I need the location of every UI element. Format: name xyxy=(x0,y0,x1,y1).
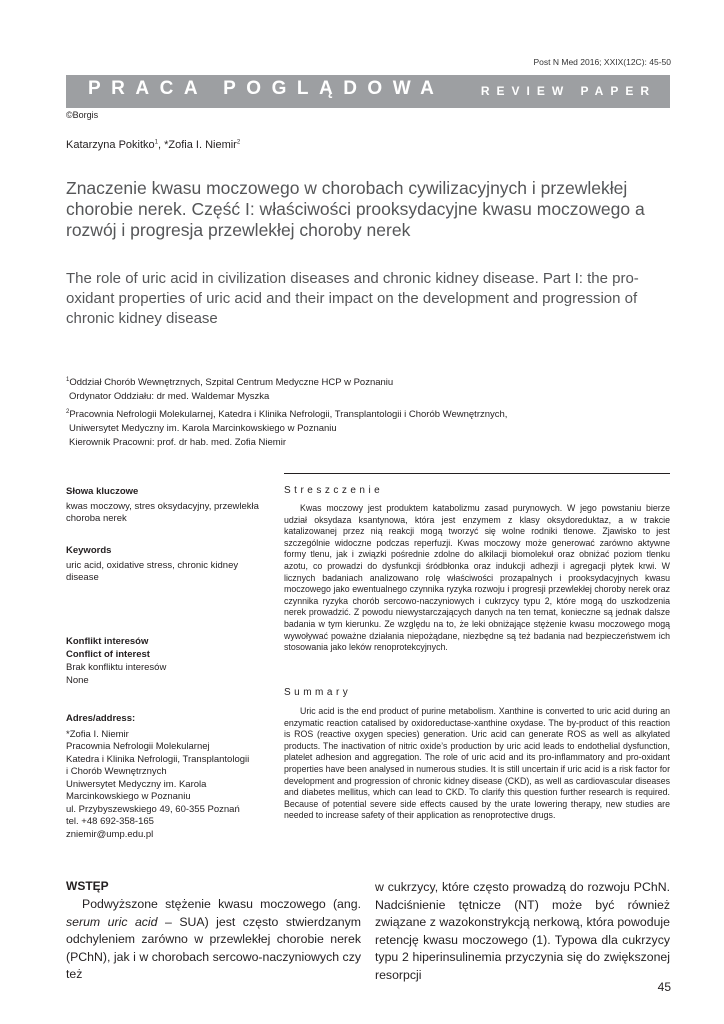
section-divider xyxy=(284,473,670,474)
keywords-pl-text: kwas moczowy, stres oksydacyjny, przewlekła choroba nerek xyxy=(66,500,259,524)
address-lines xyxy=(66,729,271,842)
intro-term: serum uric acid xyxy=(66,914,158,929)
email-link[interactable]: zniemir@ump.edu.pl xyxy=(66,828,154,840)
address-line: Katedra i Klinika Nefrologii, Transplantologii xyxy=(66,753,250,765)
address-line: Pracownia Nefrologii Molekularnej xyxy=(66,741,210,752)
affiliation-line: Uniwersytet Medyczny im. Karola Marcinkowskiego w Poznaniu xyxy=(69,422,337,434)
intro-text: – SUA) jest często stwierdzanym odchyleniem zarówno w przewlekłej chorobie nerek (PChN), jak i w chorobach sercowo-naczyniowych czy też xyxy=(66,914,361,981)
keywords-en-text: uric acid, oxidative stress, chronic kidney disease xyxy=(66,559,239,583)
journal-reference: Post N Med 2016; XXIX(12C): 45-50 xyxy=(533,57,671,67)
keywords-en-block xyxy=(66,545,271,585)
address-line: i Chorób Wewnętrznych xyxy=(66,766,167,777)
address-block xyxy=(66,713,271,841)
conflict-block xyxy=(66,636,271,687)
intro-column-2: w cukrzycy, które często prowadzą do rozwoju PChN. Nadciśnienie tętnicze (NT) może być również związane z wazokonstrykcją nerkową, która powoduje retencję kwasu moczowego (1). Typowa dla cukrzycy typu 2 hiperinsulinemia przyczynia się do zwiększonej resorpcji xyxy=(375,880,670,982)
banner-label-pl: PRACA POGLĄDOWA xyxy=(88,78,445,99)
author-1-name: Katarzyna Pokitko xyxy=(66,139,155,151)
affiliation-sup: 2 xyxy=(66,408,70,415)
keywords-pl-heading: Słowa kluczowe xyxy=(66,486,139,497)
keywords-en-heading: Keywords xyxy=(66,545,112,556)
affiliation-sup: 1 xyxy=(66,377,70,383)
abstract-pl-text: Kwas moczowy jest produktem katabolizmu zasad purynowych. W jego powstaniu bierze udział oksydaza ksantynowa, która jest enzymem z klasy oksydoreduktaz, a w trakcie katalizowanej przez nią reakcji mogą tworzyć się wolne rodniki tlenowe. Zjawisko to jest szczególnie widoczne podczas reperfuzji. Kwas moczowy może generować zarówno aktywne formy tlenu, jak i związki pośrednie zdolne do alkilacji biomolekuł oraz obniżać poziom tlenku azotu, co prowadzi do dysfunkcji śródbłonka oraz indukcji adhezji i agregacji płytek krwi. W licznych badaniach analizowano rolę właściwości prozapalnych i prooksydacyjnych kwasu moczowego jako ewentualnego czynnika ryzyka rozwoju i progresji przewlekłej choroby nerek oraz czynnika ryzyka chorób sercowo-naczyniowych i cukrzycy typu 2, które mogą do uszkodzenia nerek prowadzić. Z powodu niewystarczających danych na ten temat, konieczne są jednak dalsze badania w tym kierunku. Ze względu na to, że leki obniżające stężenie kwasu moczowego mogą wywoływać poważne działania niepożądane, niezbędne są też badania nad bezpieczeństwem ich stosowania jako leków renoprotekcyjnych. xyxy=(284,503,670,653)
address-line: Marcinkowskiego w Poznaniu xyxy=(66,791,191,802)
page-number: 45 xyxy=(657,980,671,994)
intro-column-1 xyxy=(66,896,361,984)
affiliations xyxy=(66,373,507,450)
author-2-affil: 2 xyxy=(236,139,241,146)
author-1-affil: 1 xyxy=(154,139,158,146)
address-line: *Zofia I. Niemir xyxy=(66,728,129,740)
conflict-text-en: None xyxy=(66,674,89,686)
author-2-name: , *Zofia I. Niemir xyxy=(158,139,237,151)
address-line: Uniwersytet Medyczny im. Karola xyxy=(66,778,207,790)
keywords-pl-block xyxy=(66,486,271,526)
article-type-banner xyxy=(66,75,670,108)
address-line: ul. Przybyszewskiego 49, 60-355 Poznań xyxy=(66,803,240,815)
intro-text: Podwyższone stężenie kwasu moczowego (ang. xyxy=(82,897,361,911)
affiliation-line: Ordynator Oddziału: dr med. Waldemar Myszka xyxy=(69,391,270,403)
address-heading: Adres/address: xyxy=(66,713,136,724)
title-english: The role of uric acid in civilization diseases and chronic kidney disease. Part I: the pro-oxidant properties of uric acid and their impact on the development and progression of chronic kidney disease xyxy=(66,270,639,327)
title-polish: Znaczenie kwasu moczowego w chorobach cywilizacyjnych i przewlekłej chorobie nerek. Część I: właściwości prooksydacyjne kwasu moczowego a rozwój i progresja przewlekłej choroby nerek xyxy=(66,178,645,240)
banner-label-en: REVIEW PAPER xyxy=(480,84,656,98)
conflict-heading-en: Conflict of interest xyxy=(66,648,150,660)
conflict-heading-pl: Konflikt interesów xyxy=(66,636,149,647)
abstract-en-text: Uric acid is the end product of purine metabolism. Xanthine is converted to uric acid during an enzymatic reaction catalised by oxidoreductase-xanthine oxydase. The by-product of this reaction is ROS (reactive oxygen species) generation. Uric acid can generate ROS as well as alkylated products. The inactivation of nitric oxide’s production by uric acid leads to endothelial dysfunction, platelet adhesion and aggregation. The role of uric acid and its pro-inflammatory and pro-oxidant properties have been analysed in numerous studies. It is still uncertain if uric acid is a risk factor for development and progression of chronic kidney disease (CKD), as well as cardiovascular diseases and diabetes mellitus, which can lead to CKD. To clarify this question further research is required. Because of potential severe side effects caused by the urate lowering therapy, new studies are needed to increase safety of their application as renoprotective drugs. xyxy=(284,706,670,821)
affiliation-text: Oddział Chorób Wewnętrznych, Szpital Centrum Medyczne HCP w Poznaniu xyxy=(69,377,394,389)
address-line: tel. +48 692-358-165 xyxy=(66,816,154,827)
affiliation-line: Kierownik Pracowni: prof. dr hab. med. Zofia Niemir xyxy=(69,437,286,449)
intro-heading: WSTĘP xyxy=(66,879,109,893)
affiliation-line xyxy=(66,405,507,422)
author-list xyxy=(66,139,240,151)
conflict-text-pl: Brak konfliktu interesów xyxy=(66,662,167,673)
publisher-mark: ©Borgis xyxy=(66,110,99,120)
affiliation-line xyxy=(66,373,507,390)
abstract-en-heading: Summary xyxy=(284,687,352,698)
abstract-pl-heading: Streszczenie xyxy=(284,485,384,496)
affiliation-text: Pracownia Nefrologii Molekularnej, Katedra i Klinika Nefrologii, Transplantologii i Chorób Wewnętrznych, xyxy=(69,408,508,420)
